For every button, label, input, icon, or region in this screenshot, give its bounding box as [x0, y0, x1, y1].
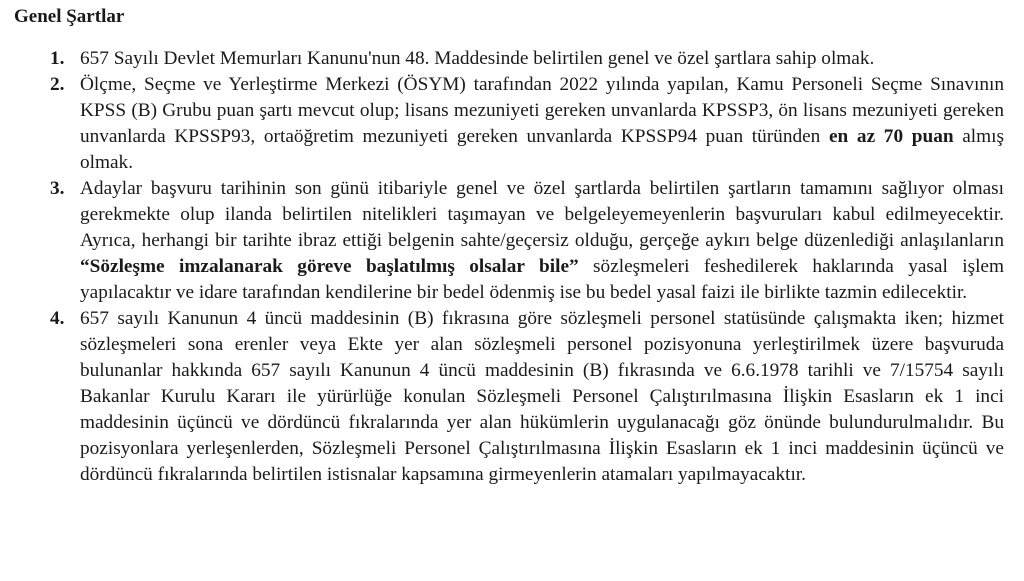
item-text: Ölçme, Seçme ve Yerleştirme Merkezi (ÖSYM) tarafından 2022 yılında yapılan, Kamu Personeli Seçme Sınavının KPSS (B) Grubu puan şartı mevcut olup; lisans mezuniyeti gereken unvanlarda KPSSP3, ön lisans mezuniyeti gereken unvanlarda KPSSP93, ortaöğretim mezuniyeti gereken unvanlarda KPSSP94 puan türünden: [80, 74, 1004, 147]
item-text-continued: almış olmak.: [80, 126, 1005, 173]
item-number: 2.: [50, 74, 65, 95]
item-number: 4.: [50, 308, 65, 329]
section-title: Genel Şartlar: [14, 6, 125, 27]
item-emphasis: “Sözleşme imzalanarak göreve başlatılmış olsalar bile”: [80, 256, 579, 277]
list-item: [14, 176, 1004, 306]
item-emphasis: en az 70 puan: [828, 126, 954, 147]
item-text: Adaylar başvuru tarihinin son günü itibariyle genel ve özel şartlarda belirtilen şartların tamamını sağlıyor olması gerekmekte olup ilanda belirtilen nitelikleri taşımayan ve belgeleyemeyenlerin başvuruları kabul edilmeyecektir. Ayrıca, herhangi bir tarihte ibraz ettiği belgenin sahte/geçersiz olduğu, gerçeğe aykırı belge düzenlediği anlaşılanların: [80, 178, 1004, 251]
requirements-list: [14, 46, 1004, 488]
item-number: 3.: [50, 178, 65, 199]
list-item: [14, 46, 1004, 72]
item-text: 657 Sayılı Devlet Memurları Kanunu'nun 48. Maddesinde belirtilen genel ve özel şartlara sahip olmak.: [80, 48, 875, 69]
list-item: [14, 306, 1004, 488]
item-text-continued: sözleşmeleri feshedilerek haklarında yasal işlem yapılacaktır ve idare tarafından kendilerine bir bedel ödenmiş ise bu bedel yasal faizi ile birlikte tazmin edilecektir.: [80, 256, 1004, 303]
list-item: [14, 72, 1004, 176]
item-text: 657 sayılı Kanunun 4 üncü maddesinin (B) fıkrasına göre sözleşmeli personel statüsünde çalışmakta iken; hizmet sözleşmeleri sona erenler veya Ekte yer alan sözleşmeli personel pozisyonuna yerleştirilmek üzere başvuruda bulunanlar hakkında 657 sayılı Kanunun 4 üncü maddesinin (B) fıkrasında ve 6.6.1978 tarihli ve 7/15754 sayılı Bakanlar Kurulu Kararı ile yürürlüğe konulan Sözleşmeli Personel Çalıştırılmasına İlişkin Esasların ek 1 inci maddesinin üçüncü ve dördüncü fıkralarında yer alan hükümlerin uygulanacağı göz önünde bulundurulmalıdır. Bu pozisyonlara yerleşenlerden, Sözleşmeli Personel Çalıştırılmasına İlişkin Esasların ek 1 inci maddesinin üçüncü ve dördüncü fıkralarında belirtilen istisnalar kapsamına girmeyenlerin atamaları yapılmayacaktır.: [80, 308, 1004, 485]
item-number: 1.: [50, 48, 65, 69]
